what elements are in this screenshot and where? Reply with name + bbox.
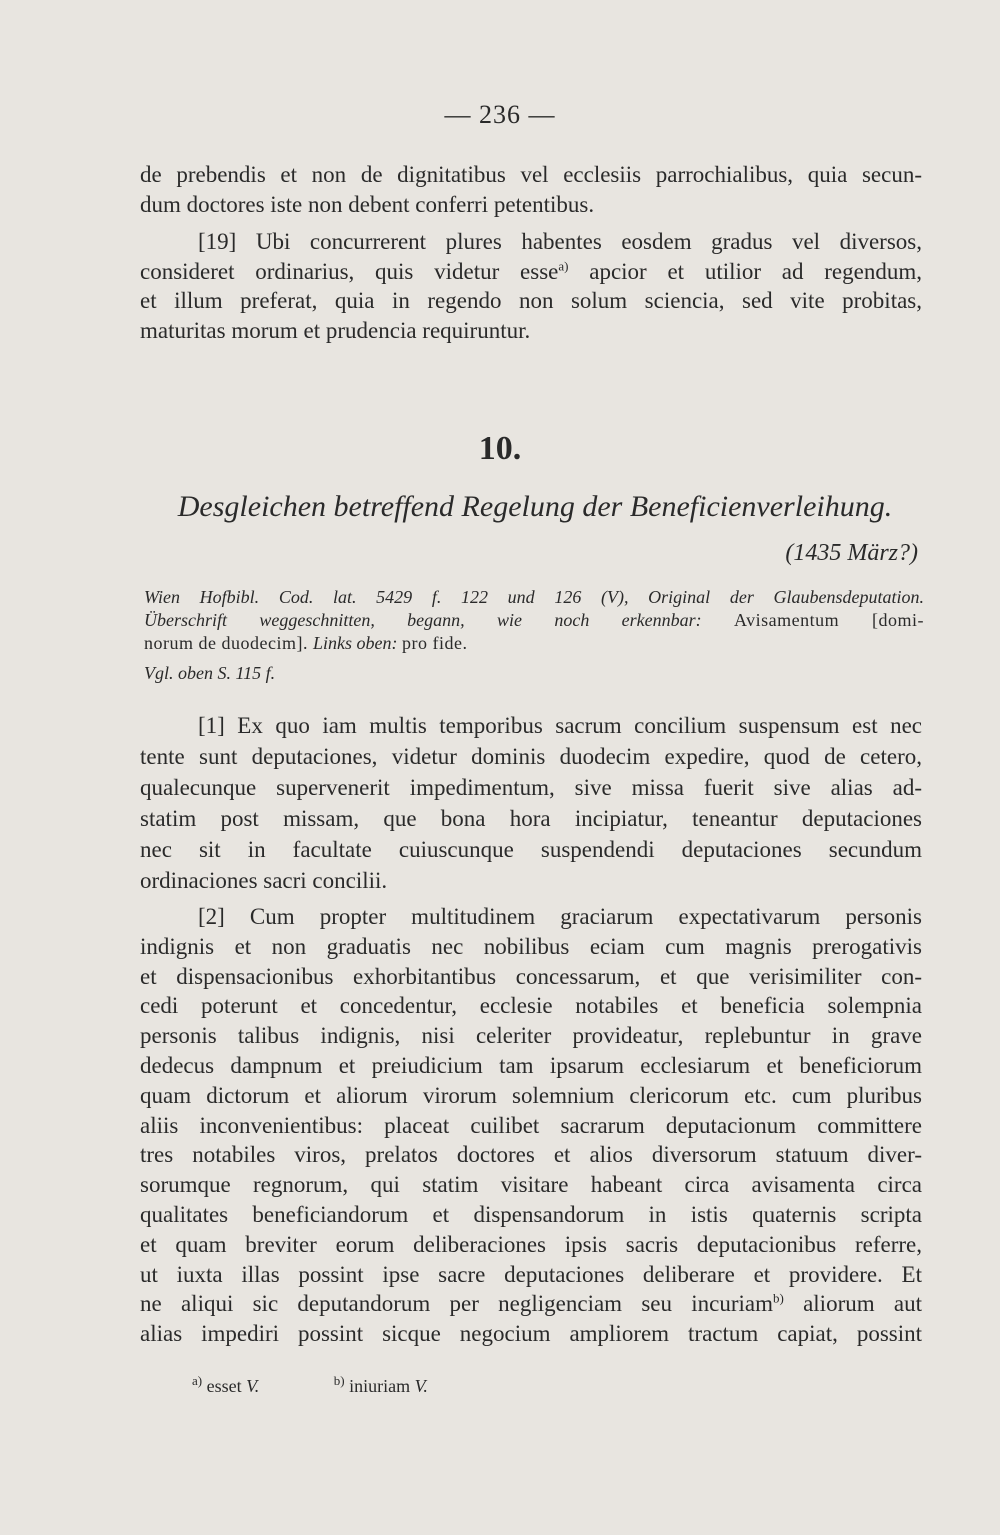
footnote-text: iniuriam	[344, 1376, 415, 1396]
footnote-mark: a)	[192, 1373, 203, 1388]
text-segment: Avisamentum [domi-	[734, 610, 925, 630]
text-line: de prebendis et non de dignitatibus vel ecclesiis parrochialibus, quia secun-	[140, 162, 922, 187]
text-line: statim post missam, que bona hora incipiatur, teneantur deputaciones	[140, 806, 922, 831]
text-line: dum doctores iste non debent conferri petentibus.	[140, 191, 595, 217]
footnote-marker: a)	[558, 257, 569, 273]
source-line	[144, 609, 924, 632]
reference-note: Vgl. oben S. 115 f.	[144, 663, 276, 683]
text-line: [1] Ex quo iam multis temporibus sacrum concilium suspensum est nec	[198, 713, 922, 738]
text-line: qualecunque supervenerit impedimentum, sive missa fuerit sive alias ad-	[140, 775, 922, 800]
text-line: aliis inconvenientibus: placeat cuilibet sacrarum deputacionum committere	[140, 1112, 922, 1138]
text-line: et quam breviter eorum deliberaciones ipsis sacris deputacionibus referre,	[140, 1231, 922, 1257]
text-line: dedecus dampnum et preiudicium tam ipsarum ecclesiarum et beneficiorum	[140, 1052, 922, 1078]
text-line: [2] Cum propter multitudinem graciarum expectativarum personis	[198, 904, 922, 929]
text-line	[140, 257, 922, 287]
footnote	[333, 1373, 428, 1396]
text-line	[140, 1289, 922, 1319]
text-line: cedi poterunt et concedentur, ecclesie notabiles et beneficia solempnia	[140, 993, 922, 1019]
text-line: alias impediri possint sicque negocium ampliorem tractum capiat, possint	[140, 1321, 922, 1347]
source-line	[144, 632, 924, 655]
text-line: ut iuxta illas possint ipse sacre deputaciones deliberare et providere. Et	[140, 1261, 922, 1287]
text-line: tres notabiles viros, prelatos doctores et alios diversorum statuum diver-	[140, 1142, 922, 1168]
text-segment: consideret ordinarius, quis videtur esse	[140, 258, 559, 284]
text-line: et illum preferat, quia in regendo non solum sciencia, sed vite probitas,	[140, 288, 922, 313]
text-segment: ne aliqui sic deputandorum per negligenciam seu incuriam	[140, 1291, 773, 1317]
footnotes	[192, 1373, 498, 1397]
text-line: tente sunt deputaciones, videtur dominis duodecim expedire, quod de cetero,	[140, 744, 922, 769]
intro-paragraph	[140, 160, 922, 219]
footnote-marker: b)	[772, 1290, 784, 1306]
section-title: Desgleichen betreffend Regelung der Beneficienverleihung.	[177, 490, 893, 523]
footnote-text: esset	[202, 1376, 247, 1396]
text-line: personis talibus indignis, nisi celeriter provideatur, replebuntur in grave	[140, 1023, 922, 1049]
footnote	[192, 1373, 260, 1396]
text-line: [19] Ubi concurrerent plures habentes eosdem gradus vel diversos,	[198, 229, 922, 254]
text-line: et dispensacionibus exhorbitantibus concessarum, et que verisimiliter con-	[140, 963, 922, 989]
text-segment: aliorum aut	[783, 1291, 922, 1317]
text-segment: pro fide.	[401, 633, 468, 653]
text-line: ordinaciones sacri concilii.	[140, 868, 388, 893]
page-number: — 236 —	[444, 100, 556, 129]
paragraph-1	[140, 710, 922, 896]
text-line: qualitates beneficiandorum et dispensandorum in istis quaternis scripta	[140, 1201, 922, 1227]
text-line: indignis et non graduatis nec nobilibus eciam cum magnis prerogativis	[140, 933, 922, 959]
source-note	[144, 586, 924, 655]
section-number: 10.	[478, 430, 522, 467]
text-line: sorumque regnorum, qui statim visitare habeant circa avisamenta circa	[140, 1172, 922, 1198]
text-segment: Überschrift weggeschnitten, begann, wie noch erkennbar:	[144, 610, 735, 630]
text-segment: apcior et utilior ad regendum,	[568, 258, 922, 284]
footnote-siglum: V.	[414, 1376, 428, 1396]
source-line: Wien Hofbibl. Cod. lat. 5429 f. 122 und 126 (V), Original der Glaubensdeputation.	[144, 587, 924, 607]
text-line: quam dictorum et aliorum virorum solemnium clericorum etc. cum pluribus	[140, 1082, 922, 1108]
paragraph-19	[140, 227, 922, 345]
paragraph-2	[140, 902, 922, 1349]
text-segment: norum de duodecim].	[144, 633, 313, 653]
text-line: nec sit in facultate cuiuscunque suspendendi deputaciones secundum	[140, 837, 922, 862]
footnote-siglum: V.	[246, 1376, 260, 1396]
footnote-mark: b)	[333, 1373, 345, 1388]
text-segment: Links oben:	[312, 633, 402, 653]
section-date: (1435 März?)	[785, 540, 918, 566]
text-line: maturitas morum et prudencia requiruntur.	[140, 317, 531, 343]
